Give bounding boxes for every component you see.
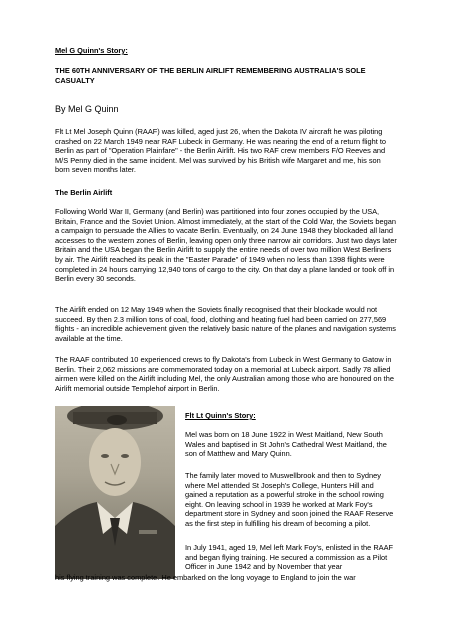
kicker: Mel G Quinn's Story: bbox=[55, 46, 128, 55]
airlift-paragraph-2: The Airlift ended on 12 May 1949 when the Soviets finally recognised that their blockade would not succeed. By then 2.3 million tons of coal, food, clothing and heating fuel had been carried on 277,569 flights - an incredible achievement given the relatively basic nature of the planes and navigation systems available at the time. bbox=[55, 305, 396, 343]
byline-block bbox=[55, 104, 397, 115]
side-paragraph-3-block bbox=[185, 543, 397, 572]
headline: THE 60TH ANNIVERSARY OF THE BERLIN AIRLIFT REMEMBERING AUSTRALIA'S SOLE CASUALTY bbox=[55, 66, 366, 85]
side-heading: Flt Lt Quinn's Story: bbox=[185, 411, 256, 420]
side-heading-block bbox=[185, 411, 397, 421]
para3-block bbox=[55, 355, 397, 393]
side-paragraph-2-block bbox=[185, 471, 397, 529]
intro-paragraph: Flt Lt Mel Joseph Quinn (RAAF) was killed, aged just 26, when the Dakota IV aircraft he was piloting crashed on 22 March 1949 near RAF Lubeck in Germany. He was nearing the end of a return flight to Berlin as part of "Operation Plainfare" - the Berlin Airlift. His two RAF crew members F/O Reeves and M/S Penny died in the same incident. Mel was survived by his British wife Margaret and me, his son born seven months later. bbox=[55, 127, 386, 175]
tail-block bbox=[55, 573, 400, 583]
side-paragraph-1: Mel was born on 18 June 1922 in West Maitland, New South Wales and baptised in St John's Cathedral West Maitland, the son of Matthew and Mary Quinn. bbox=[185, 430, 387, 459]
section-heading: The Berlin Airlift bbox=[55, 188, 113, 197]
byline: By Mel G Quinn bbox=[55, 104, 119, 114]
intro-block bbox=[55, 127, 397, 175]
portrait-photo bbox=[55, 406, 175, 579]
kicker-block bbox=[55, 46, 397, 56]
tail-paragraph: his flying training was complete. He embarked on the long voyage to England to join the war bbox=[55, 573, 356, 582]
airlift-paragraph-3: The RAAF contributed 10 experienced crews to fly Dakota's from Lubeck in West Germany to Gatow in Berlin. Their 2,062 missions are commemorated today on a memorial at Lubeck airport. Sadly 78 allied airmen were killed on the Airlift including Mel, the only Australian among those who are honoured on the Airlift memorial outside Templehof airport in Berlin. bbox=[55, 355, 394, 393]
airlift-paragraph-1: Following World War II, Germany (and Berlin) was partitioned into four zones occupied by the USA, Britain, France and the Soviet Union. Almost immediately, at the start of the Cold War, the Soviets began a campaign to persuade the Allies to vacate Berlin. Eventually, on 24 June 1948 they blockaded all land accesses to the western zones of Berlin, leaving open only three narrow air corridors. Just two days later Britain and the USA began the Berlin Airlift to supply the entire needs of over two million West Berliners by air. The Airlift reached its peak in the "Easter Parade" of 1949 when no less than 1398 flights were completed in 24 hours carrying 12,940 tons of cargo to the city. On that day a plane landed or took off in Berlin every 30 seconds. bbox=[55, 207, 397, 284]
para1-block bbox=[55, 207, 397, 284]
side-paragraph-3: In July 1941, aged 19, Mel left Mark Foy's, enlisted in the RAAF and began flying training. He secured a commission as a Pilot Officer in June 1942 and by November that year bbox=[185, 543, 394, 572]
para2-block bbox=[55, 305, 397, 343]
side-paragraph-2: The family later moved to Muswellbrook and then to Sydney where Mel attended St Joseph's College, Hunters Hill and gained a reputation as a powerful stroke in the school rowing eight. On leaving school in 1939 he worked at Mark Foy's department store in Sydney and soon joined the RAAF Reserve as the first step in fulfilling his dream of becoming a pilot. bbox=[185, 471, 394, 528]
headline-block bbox=[55, 66, 397, 85]
side-paragraph-1-block bbox=[185, 430, 397, 459]
section-heading-block bbox=[55, 188, 397, 198]
